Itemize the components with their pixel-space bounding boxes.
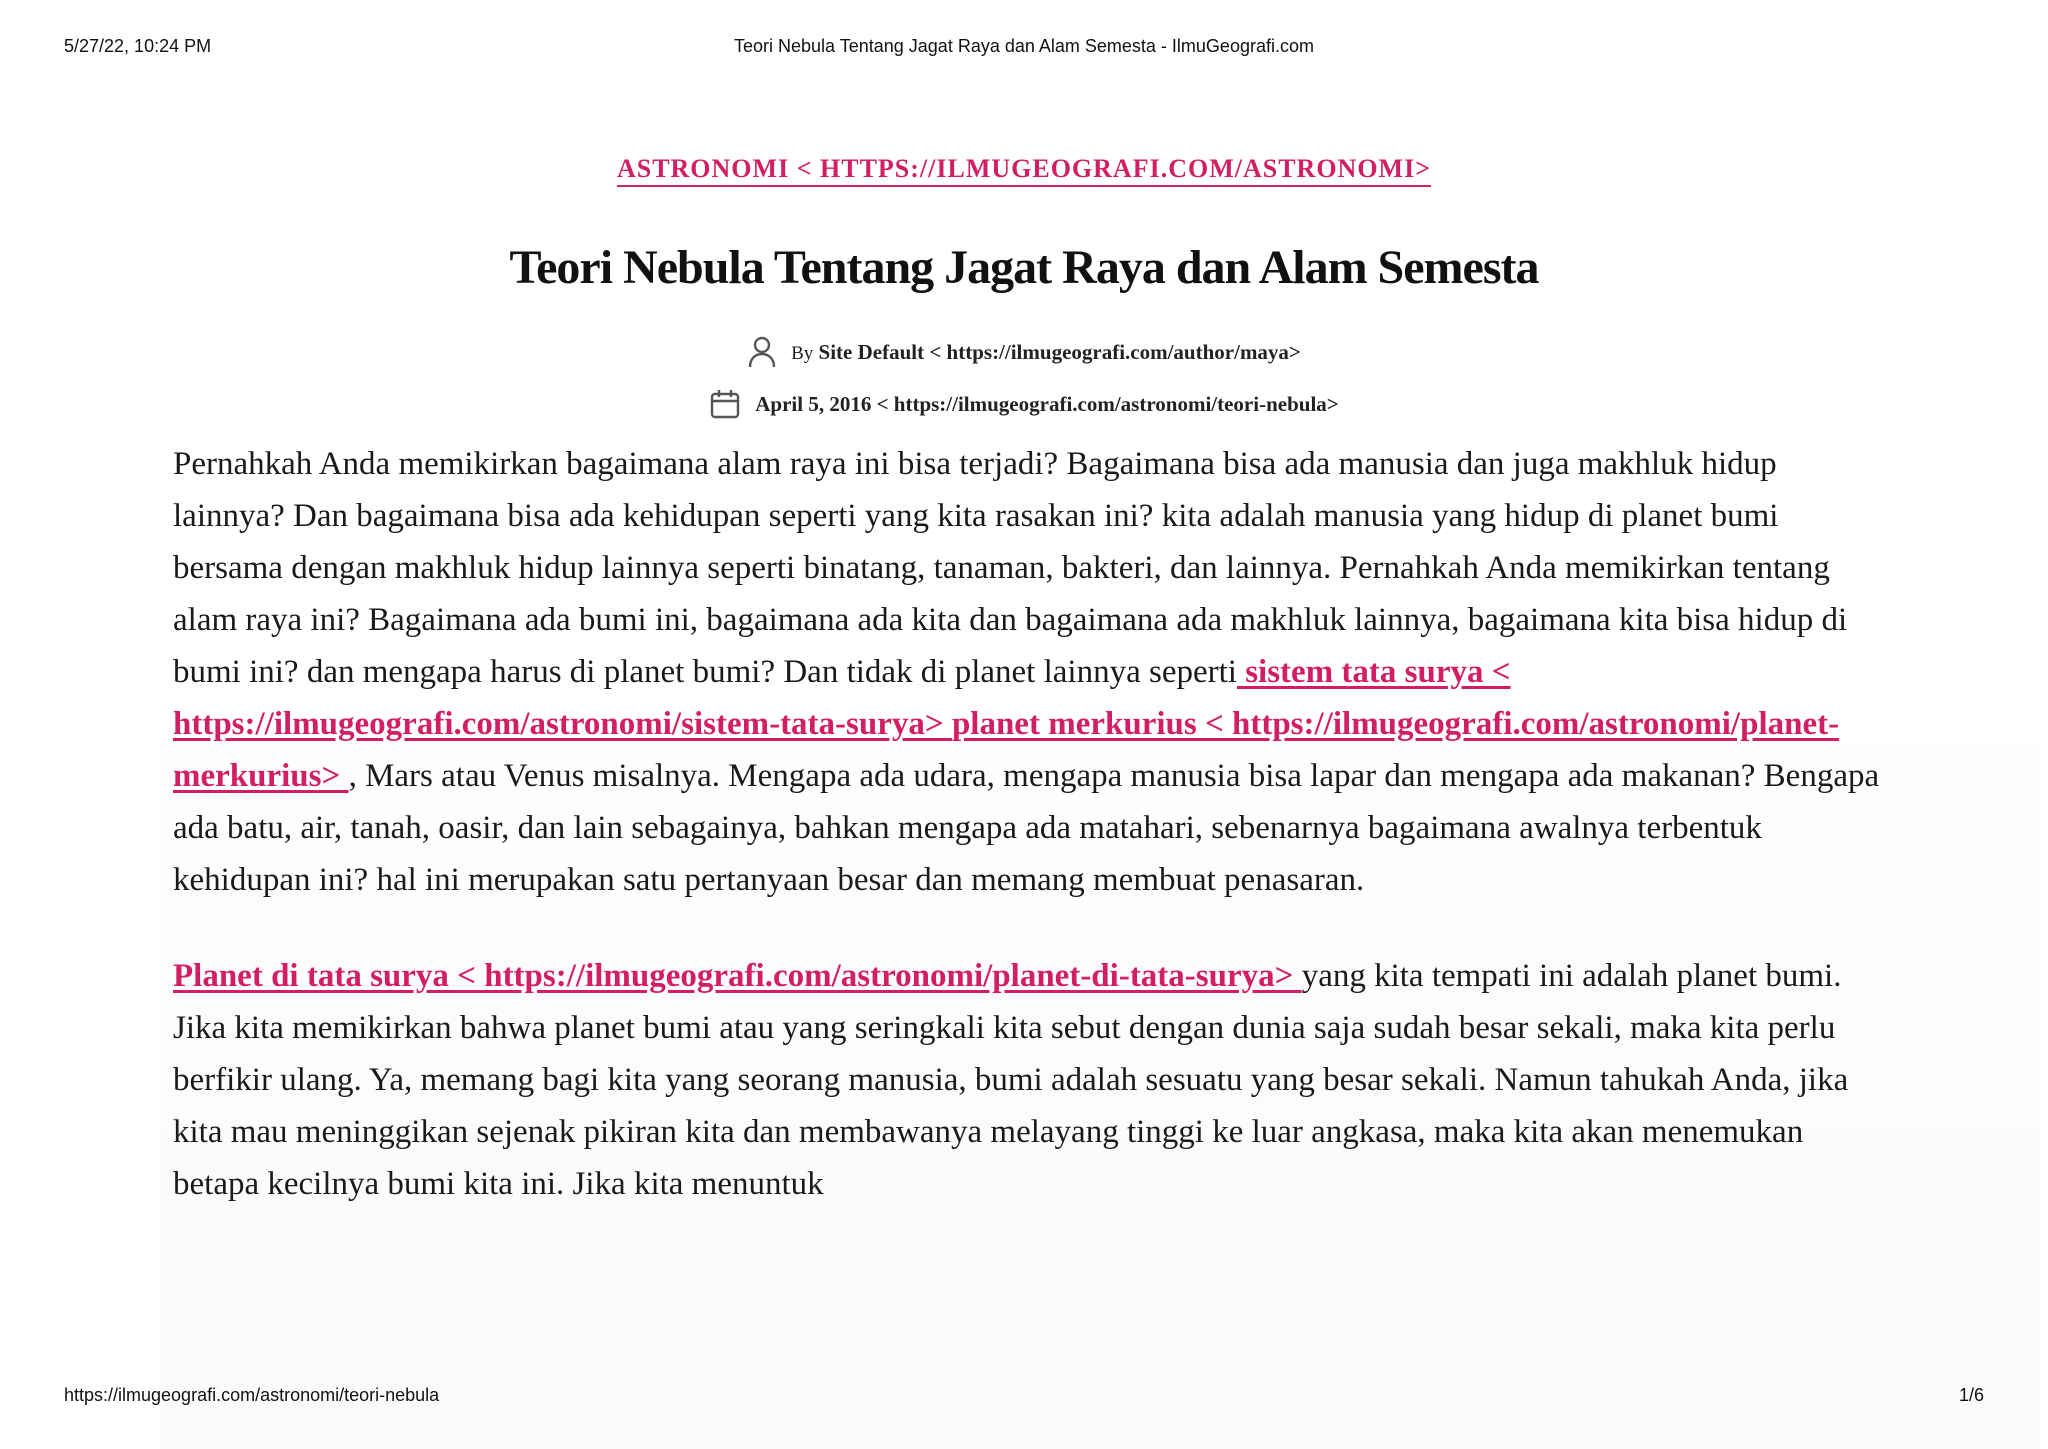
date-meta: [0, 388, 2048, 426]
paragraph-text: , Mars atau Venus misalnya. Mengapa ada udara, mengapa manusia bisa lapar dan mengapa ada makanan? Bengapa ada batu, air, tanah, oasir, dan lain sebagainya, bahkan mengapa ada matahari, sebenarnya bagaimana awalnya terbentuk kehidupan ini? hal ini merupakan satu pertanyaan besar dan memang membuat penasaran.: [173, 758, 1880, 898]
category-row: [0, 154, 2048, 184]
page-number: 1/6: [1958, 1385, 1984, 1405]
paragraph-text: Pernahkah Anda memikirkan bagaimana alam raya ini bisa terjadi? Bagaimana bisa ada manusia dan juga makhluk hidup lainnya? Dan bagaimana bisa ada kehidupan seperti yang kita rasakan ini? kita adalah manusia yang hidup di planet bumi bersama dengan makhluk hidup lainnya seperti binatang, tanaman, bakteri, dan lainnya. Pernahkah Anda memikirkan tentang alam raya ini? Bagaimana ada bumi ini, bagaimana ada kita dan bagaimana ada makhluk lainnya, bagaimana kita bisa hidup di bumi ini? dan mengapa harus di planet bumi? Dan tidak di planet lainnya seperti: [173, 446, 1848, 690]
paragraph-text: yang kita tempati ini adalah planet bumi. Jika kita memikirkan bahwa planet bumi atau yang seringkali kita sebut dengan dunia saja sudah besar sekali, maka kita perlu berfikir ulang. Ya, memang bagi kita yang seorang manusia, bumi adalah sesuatu yang besar sekali. Namun tahukah Anda, jika kita mau meninggikan sejenak pikiran kita dan membawanya melayang tinggi ke luar angkasa, maka kita akan menemukan betapa kecilnya bumi kita ini. Jika kita menuntuk: [173, 958, 1849, 1202]
link-planet-merkurius[interactable]: planet merkurius < https://ilmugeografi.com/astronomi/planet-merkurius>: [173, 706, 1840, 794]
paragraph-1: [173, 438, 1883, 906]
print-title: Teori Nebula Tentang Jagat Raya dan Alam Semesta - IlmuGeografi.com: [734, 36, 1314, 56]
author-link[interactable]: Site Default < https://ilmugeografi.com/author/maya>: [818, 339, 1301, 364]
print-footer: [64, 1385, 1984, 1409]
print-date: 5/27/22, 10:24 PM: [64, 36, 212, 56]
link-planet-di-tata-surya[interactable]: Planet di tata surya < https://ilmugeografi.com/astronomi/planet-di-tata-surya>: [173, 958, 1302, 994]
article-title: Teori Nebula Tentang Jagat Raya dan Alam Semesta: [509, 241, 1539, 294]
paragraph-2: [173, 950, 1883, 1210]
category-link[interactable]: ASTRONOMI < HTTPS://ILMUGEOGRAFI.COM/ASTRONOMI>: [617, 154, 1431, 187]
author-prefix: By: [791, 342, 814, 364]
author-meta: [0, 336, 2048, 374]
user-icon: [747, 336, 777, 368]
date-link[interactable]: April 5, 2016 < https://ilmugeografi.com/astronomi/teori-nebula>: [755, 391, 1339, 416]
link-sistem-tata-surya[interactable]: sistem tata surya < https://ilmugeografi.com/astronomi/sistem-tata-surya>: [173, 654, 1511, 742]
article-body: [173, 438, 1883, 1254]
calendar-icon: [709, 388, 741, 420]
print-url: https://ilmugeografi.com/astronomi/teori-nebula: [64, 1385, 440, 1405]
print-header: [64, 36, 1984, 60]
